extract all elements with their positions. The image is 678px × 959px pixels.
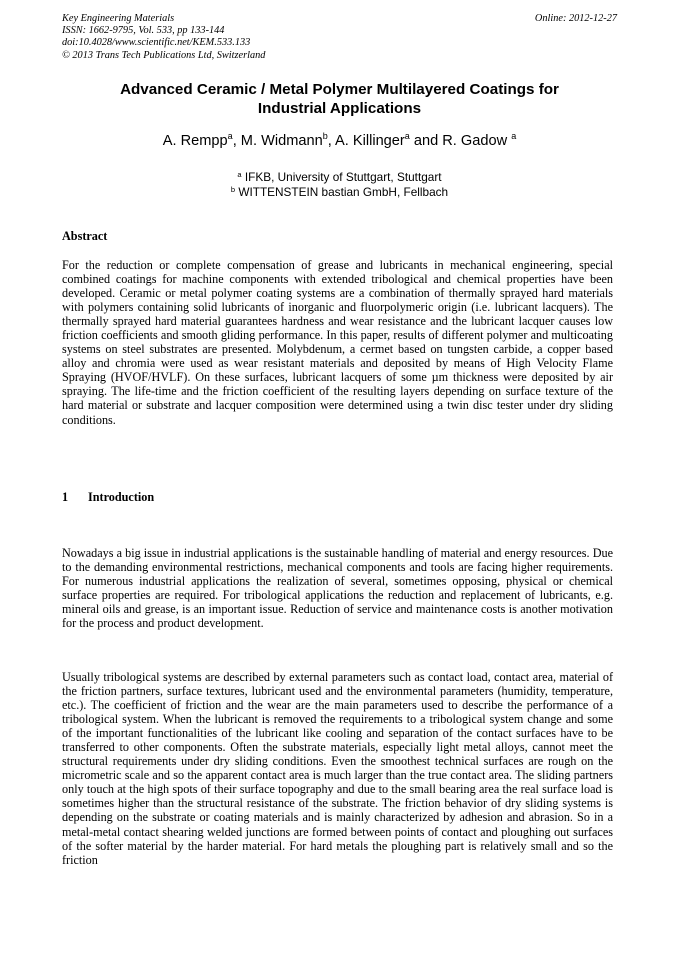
section-number: 1 (62, 490, 69, 504)
introduction-heading (62, 490, 154, 505)
author-widmann: , M. Widmann (232, 133, 323, 149)
intro-paragraph-1: Nowadays a big issue in industrial applications is the sustainable handling of material and energy resources. Due to the demanding environmental restrictions, mechanical components and tools are facing higher requirements. For numerous industrial applications the realization of several, sometimes opposing, physical or chemical surface properties are required. For tribological applications the reduction and replacement of lubricants, e.g. mineral oils and grease, is an important issue. Reduction of service and maintenance costs is another motivation for the process and product development. (62, 546, 613, 631)
author-killinger-affil: a (404, 131, 410, 141)
author-gadow: and R. Gadow (409, 133, 512, 149)
paper-title (62, 80, 617, 118)
author-rempp-affil: a (227, 131, 233, 141)
title-line-2: Industrial Applications (257, 100, 422, 117)
abstract-text: For the reduction or complete compensation of grease and lubricants in mechanical engineering, special combined coatings for machine components with extended tribological and chemical properties have been developed. Ceramic or metal polymer coating systems are a combination of thermally sprayed hard materials with polymers containing solid lubricants of inorganic and fluorpolymeric origin (i.e. lubricant lacquers). The thermally sprayed hard material guarantees hardness and wear resistance and the lubricant lacquer causes low friction coefficients and smooth gliding performance. In this paper, results of different polymer and multicoating systems on steel substrates are presented. Molybdenum, a cermet based on tungsten carbide, a copper based alloy and chromia were used as wear resistant materials and deposited by means of High Velocity Flame Spraying (HVOF/HVLF). On these surfaces, lubricant lacquers of some µm thickness were deposited by air spraying. The life-time and the friction coefficient of the resulting layers depending on surface texture of the hard material or substrate and lacquer composition were determined using a twin disc tester under dry sliding conditions. (62, 258, 613, 427)
affiliation-a (62, 170, 617, 185)
journal-name: Key Engineering Materials (62, 13, 175, 24)
abstract-heading: Abstract (62, 229, 108, 243)
online-date: Online: 2012-12-27 (534, 13, 617, 24)
intro-paragraph-2: Usually tribological systems are described by external parameters such as contact load, contact area, material of the friction partners, surface textures, lubricant used and the environmental parameters (humidity, temperature, etc.). The coefficient of friction and the wear are the main parameters used to describe the performance of a tribological system. When the lubricant is removed the requirements to a tribological system change and some of the important functionalities of the lubricant like cooling and separation of the contact surfaces have to be transferred to other components. Often the substrate materials, especially light metal alloys, cannot meet the structural requirements under dry sliding conditions. Even the smoothest technical surfaces are rough on the micrometric scale and so the apparent contact area is much larger than the true contact area. The sliding partners only touch at the high spots of their surface topography and due to the small bearing area the real surface load is sometimes higher than the structural resistance of the substrate. The friction behavior of dry sliding systems is depending on the substrate or coating materials and is mainly characterized by adhesion and abrasion. So in a metal-metal contact shearing welded junctions are formed between points of contact and ploughing out surfaces of the softer material by the harder material. For hard metals the ploughing part is relatively small and so the friction (62, 670, 613, 867)
journal-header (62, 13, 617, 62)
section-title: Introduction (88, 490, 155, 504)
title-line-1: Advanced Ceramic / Metal Polymer Multilayered Coatings for (120, 81, 559, 98)
doi-line: doi:10.4028/www.scientific.net/KEM.533.133 (62, 37, 251, 49)
author-rempp: A. Rempp (162, 133, 228, 149)
affiliation-b-text: WITTENSTEIN bastian GmbH, Fellbach (235, 185, 449, 199)
affiliation-a-text: IFKB, University of Stuttgart, Stuttgart (241, 170, 442, 184)
author-killinger: , A. Killinger (327, 133, 405, 149)
author-list (62, 132, 617, 150)
issn-line: ISSN: 1662-9795, Vol. 533, pp 133-144 (62, 25, 225, 37)
affiliation-b (62, 185, 617, 200)
copyright-line: © 2013 Trans Tech Publications Ltd, Switzerland (62, 49, 266, 61)
author-gadow-affil: a (511, 131, 517, 141)
affiliation-b-mark: b (230, 185, 236, 194)
affiliation-list (62, 170, 617, 200)
author-widmann-affil: b (322, 131, 328, 141)
affiliation-a-mark: a (237, 170, 242, 179)
